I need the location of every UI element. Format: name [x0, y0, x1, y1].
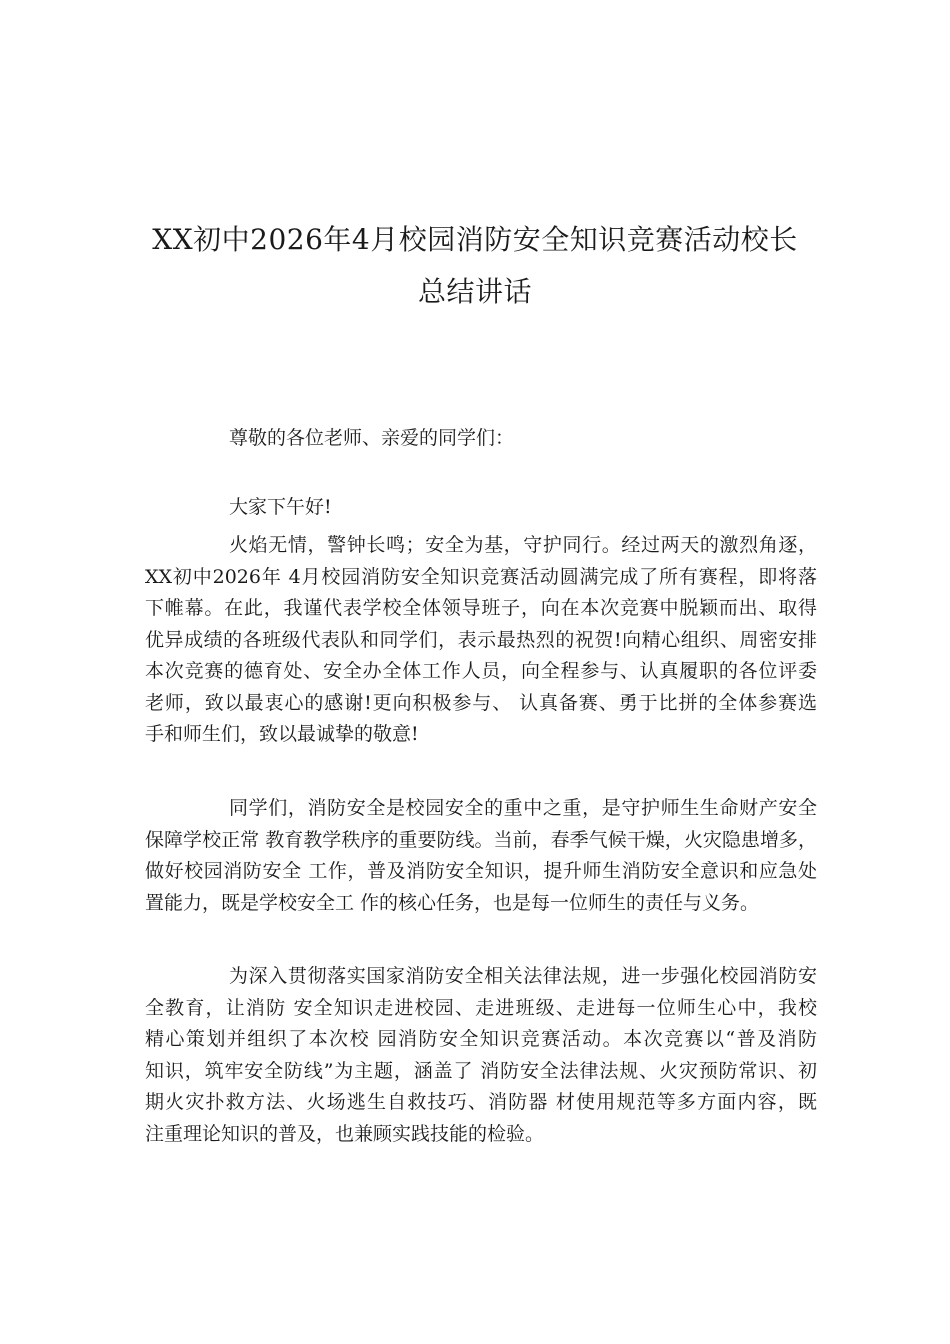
document-title: [120, 214, 830, 318]
title-line-1: XX初中2026年4月校园消防安全知识竞赛活动校长: [152, 223, 798, 256]
paragraph-1: [145, 530, 817, 751]
paragraph-3-line: 精心策划并组织了本次校 园消防安全知识竞赛活动。本次竞赛以“普及消防: [145, 1028, 817, 1050]
salutation: 尊敬的各位老师、亲爱的同学们：: [229, 427, 515, 449]
paragraph-3-line: 全教育，让消防 安全知识走进校园、走进班级、走进每一位师生心中，我校: [145, 996, 817, 1019]
paragraph-2-line: 置能力，既是学校安全工 作的核心任务，也是每一位师生的责任与义务。: [145, 891, 760, 914]
paragraph-3-line: 知识，筑牢安全防线”为主题，涵盖了 消防安全法律法规、火灾预防常识、初: [145, 1059, 817, 1082]
greeting: 大家下午好!: [229, 496, 332, 518]
paragraph-1-line: 火焰无情，警钟长鸣；安全为基，守护同行。经过两天的激烈角逐，: [229, 534, 817, 556]
paragraph-3-line: 注重理论知识的普及，也兼顾实践技能的检验。: [145, 1122, 545, 1145]
paragraph-3-line: 为深入贯彻落实国家消防安全相关法律法规，进一步强化校园消防安: [229, 965, 817, 987]
paragraph-1-line: 老师，致以最衷心的感谢!更向积极参与、 认真备赛、勇于比拼的全体参赛选: [145, 691, 817, 714]
paragraph-1-line: 本次竞赛的德育处、安全办全体工作人员，向全程参与、认真履职的各位评委: [145, 660, 817, 682]
paragraph-1-line: 优异成绩的各班级代表队和同学们，表示最热烈的祝贺!向精心组织、周密安排: [145, 628, 817, 651]
paragraph-2-line: 做好校园消防安全 工作，普及消防安全知识，提升师生消防安全意识和应急处: [145, 860, 817, 882]
paragraph-1-line: 下帷幕。在此，我谨代表学校全体领导班子，向在本次竞赛中脱颖而出、取得: [145, 597, 817, 619]
title-line-2: 总结讲话: [417, 275, 532, 308]
paragraph-1-line: XX初中2026年 4月校园消防安全知识竞赛活动圆满完成了所有赛程，即将落: [145, 565, 817, 588]
paragraph-2-line: 同学们，消防安全是校园安全的重中之重，是守护师生生命财产安全: [229, 797, 817, 819]
paragraph-2: [145, 793, 817, 919]
paragraph-3: [145, 961, 817, 1150]
paragraph-2-line: 保障学校正常 教育教学秩序的重要防线。当前，春季气候干燥，火灾隐患增多，: [145, 828, 817, 851]
paragraph-1-line: 手和师生们，致以最诚挚的敬意!: [145, 723, 419, 745]
paragraph-3-line: 期火灾扑救方法、火场逃生自救技巧、消防器 材使用规范等多方面内容，既: [145, 1091, 817, 1113]
